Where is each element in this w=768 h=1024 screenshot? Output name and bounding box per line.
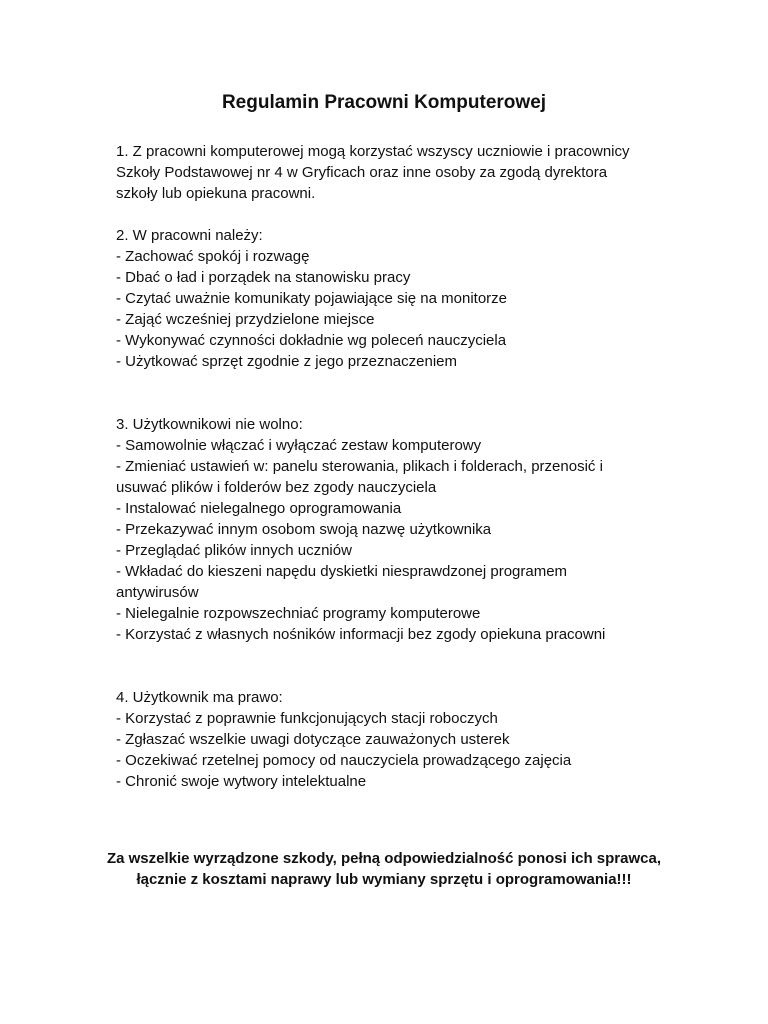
rule-3-heading: 3. Użytkownikowi nie wolno: bbox=[116, 416, 303, 433]
list-item: - Chronić swoje wytwory intelektualne bbox=[116, 773, 367, 790]
list-item: - Instalować nielegalnego oprogramowania bbox=[116, 500, 402, 517]
spacer bbox=[116, 645, 636, 687]
rule-2-list bbox=[116, 246, 636, 372]
spacer bbox=[116, 204, 636, 225]
rule-4-section bbox=[116, 687, 636, 792]
list-item: - Nielegalnie rozpowszechniać programy komputerowe bbox=[116, 605, 481, 622]
list-item: - Zachować spokój i rozwagę bbox=[116, 248, 310, 265]
list-item: - Wykonywać czynności dokładnie wg poleceń nauczyciela bbox=[116, 332, 507, 349]
list-item: - Korzystać z własnych nośników informacji bez zgody opiekuna pracowni bbox=[116, 626, 606, 643]
document-body bbox=[116, 141, 636, 792]
rule-3-list bbox=[116, 435, 636, 645]
list-item: - Zająć wcześniej przydzielone miejsce bbox=[116, 311, 375, 328]
rule-2-section bbox=[116, 225, 636, 372]
liability-notice: Za wszelkie wyrządzone szkody, pełną odpowiedzialność ponosi ich sprawca, łącznie z kosztami naprawy lub wymiany sprzętu i oprogramowania!!! bbox=[106, 850, 662, 888]
page-title: Regulamin Pracowni Komputerowej bbox=[221, 92, 547, 113]
list-item: - Użytkować sprzęt zgodnie z jego przeznaczeniem bbox=[116, 353, 457, 370]
list-item: - Zmieniać ustawień w: panelu sterowania, plikach i folderach, przenosić i usuwać plików i folderów bez zgody nauczyciela bbox=[116, 458, 603, 496]
rule-3-section bbox=[116, 414, 636, 645]
list-item: - Korzystać z poprawnie funkcjonujących stacji roboczych bbox=[116, 710, 498, 727]
list-item: - Przeglądać plików innych uczniów bbox=[116, 542, 352, 559]
list-item: - Dbać o ład i porządek na stanowisku pracy bbox=[116, 269, 411, 286]
rule-4-heading: 4. Użytkownik ma prawo: bbox=[116, 689, 283, 706]
list-item: - Wkładać do kieszeni napędu dyskietki niesprawdzonej programem antywirusów bbox=[116, 563, 568, 601]
rule-2-heading: 2. W pracowni należy: bbox=[116, 227, 263, 244]
list-item: - Samowolnie włączać i wyłączać zestaw komputerowy bbox=[116, 437, 482, 454]
rule-1-paragraph: 1. Z pracowni komputerowej mogą korzystać wszyscy uczniowie i pracownicy Szkoły Podstawowej nr 4 w Gryficach oraz inne osoby za zgodą dyrektora szkoły lub opiekuna pracowni. bbox=[116, 143, 630, 202]
rule-4-list bbox=[116, 708, 636, 792]
list-item: - Czytać uważnie komunikaty pojawiające się na monitorze bbox=[116, 290, 508, 307]
list-item: - Oczekiwać rzetelnej pomocy od nauczyciela prowadzącego zajęcia bbox=[116, 752, 572, 769]
spacer bbox=[116, 372, 636, 414]
list-item: - Przekazywać innym osobom swoją nazwę użytkownika bbox=[116, 521, 492, 538]
list-item: - Zgłaszać wszelkie uwagi dotyczące zauważonych usterek bbox=[116, 731, 510, 748]
